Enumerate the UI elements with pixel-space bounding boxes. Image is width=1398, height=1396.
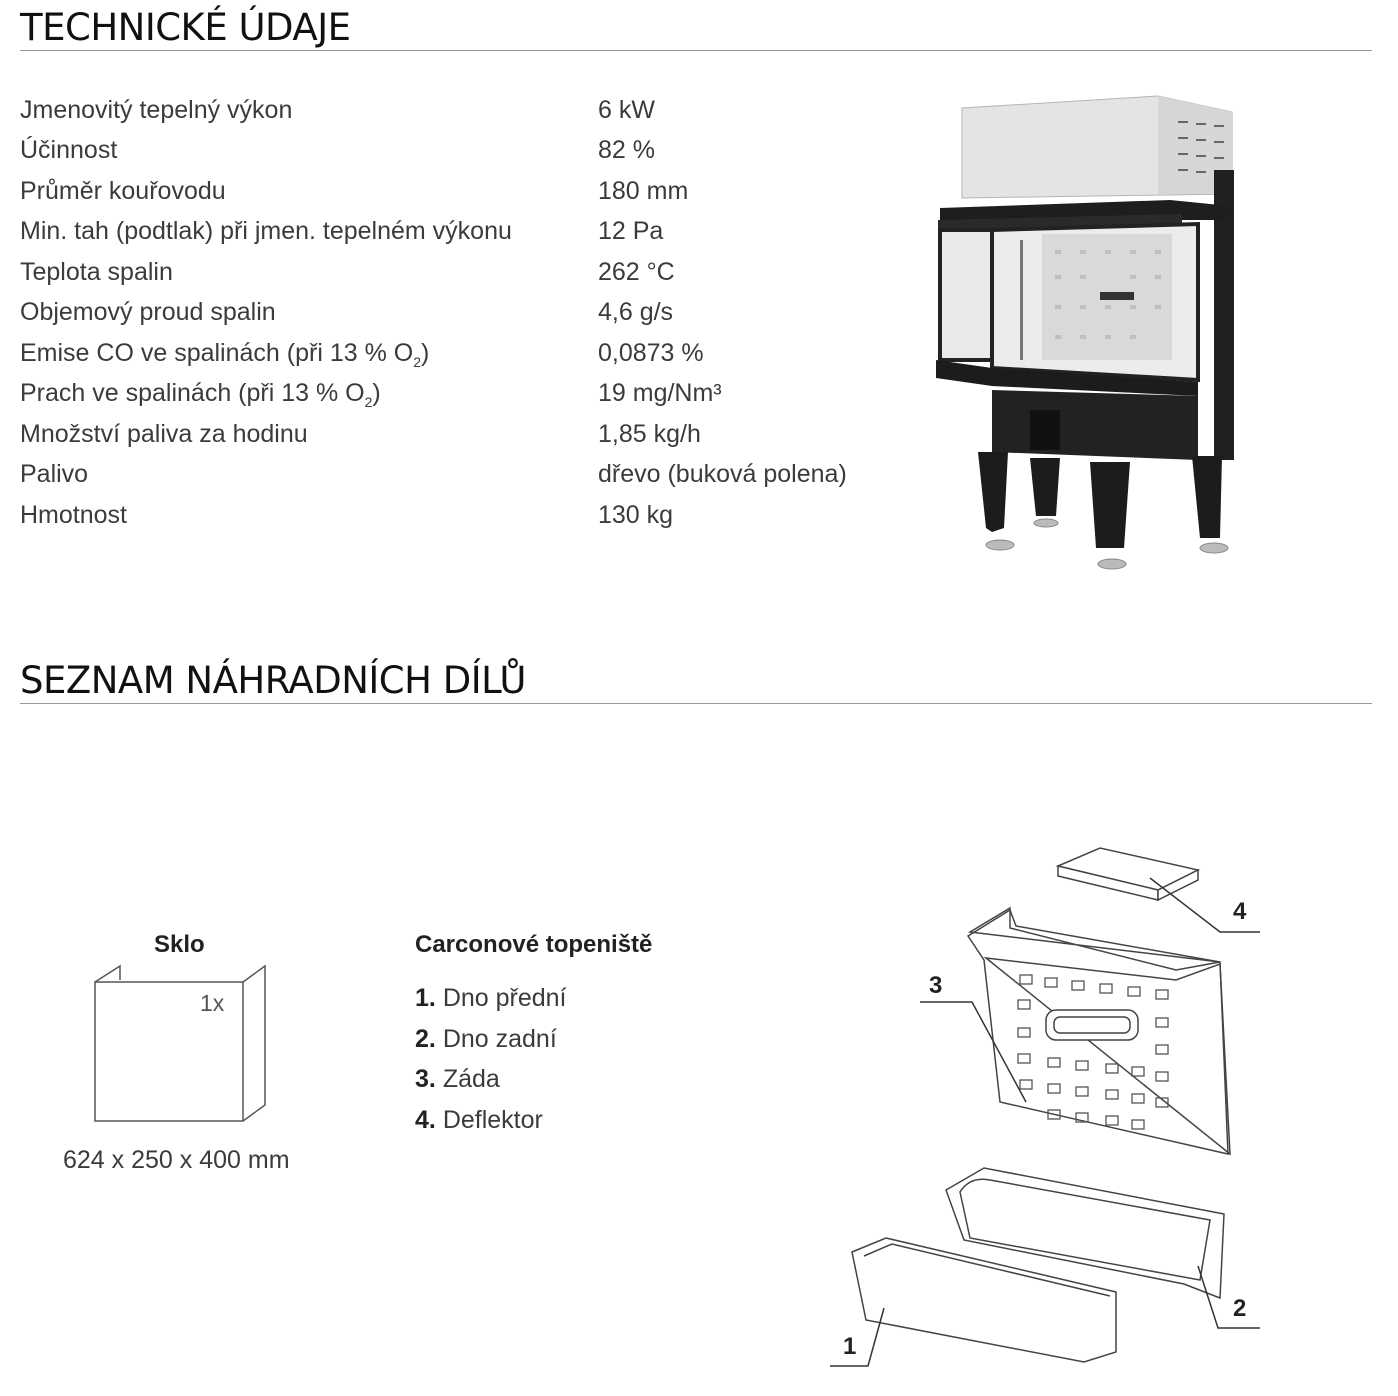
spec-row: [20, 339, 920, 379]
spec-value: 130 kg: [598, 501, 674, 529]
part-name: Dno přední: [442, 984, 567, 1012]
parts-section-title: SEZNAM NÁHRADNÍCH DÍLŮ: [20, 659, 526, 702]
spec-value: dřevo (buková polena): [598, 460, 847, 488]
spec-label: Teplota spalin: [20, 258, 173, 286]
spec-value: 12 Pa: [598, 217, 664, 245]
spec-label: Hmotnost: [20, 501, 127, 529]
part-name: Dno zadní: [442, 1025, 557, 1053]
parts-title-rule: [20, 703, 1372, 704]
spec-label: Množství paliva za hodinu: [20, 420, 308, 448]
spec-label-subscript: 2: [364, 394, 373, 410]
part-name: Deflektor: [442, 1106, 543, 1134]
fireplace-product-image: [930, 90, 1250, 580]
spec-label: [20, 379, 381, 410]
spec-row: [20, 177, 920, 217]
part-number: 2.: [415, 1025, 436, 1053]
glass-part-title: Sklo: [154, 931, 205, 958]
firebox-part-item: [415, 1065, 500, 1094]
spec-label: Objemový proud spalin: [20, 298, 276, 326]
spec-value: 180 mm: [598, 177, 689, 205]
spec-label-end: ): [372, 379, 381, 407]
firebox-part-item: [415, 984, 567, 1013]
callout-label-3: 3: [929, 972, 943, 999]
spec-row: [20, 217, 920, 257]
spec-row: [20, 420, 920, 460]
part-number: 3.: [415, 1065, 436, 1093]
firebox-parts-title: Carconové topeniště: [415, 931, 653, 958]
spec-label: Min. tah (podtlak) při jmen. tepelném výkonu: [20, 217, 512, 245]
spec-value: 82 %: [598, 136, 655, 164]
spec-label: [20, 339, 429, 370]
spec-value: 4,6 g/s: [598, 298, 674, 326]
spec-label-end: ): [421, 339, 430, 367]
spec-value: 262 °C: [598, 258, 675, 286]
spec-value: 0,0873 %: [598, 339, 704, 367]
spec-label: Palivo: [20, 460, 89, 488]
spec-label-text: Prach ve spalinách (při 13 % O: [20, 379, 365, 407]
part-name: Záda: [442, 1065, 500, 1093]
spec-label: Jmenovitý tepelný výkon: [20, 96, 293, 124]
spec-row: [20, 298, 920, 338]
part-number: 4.: [415, 1106, 436, 1134]
glass-part-quantity: 1x: [200, 990, 225, 1016]
glass-part-dimensions: 624 x 250 x 400 mm: [63, 1146, 290, 1174]
glass-part-drawing: [92, 962, 270, 1126]
spec-value: 6 kW: [598, 96, 655, 124]
firebox-part-item: [415, 1106, 543, 1135]
spec-row: [20, 96, 920, 136]
spec-label-text: Emise CO ve spalinách (při 13 % O: [20, 339, 414, 367]
tech-title-rule: [20, 50, 1372, 51]
spec-label-subscript: 2: [413, 354, 421, 370]
spec-row: [20, 136, 920, 176]
firebox-part-item: [415, 1025, 557, 1054]
spec-label: Průměr kouřovodu: [20, 177, 226, 205]
spec-value: 1,85 kg/h: [598, 420, 701, 448]
spec-row: [20, 501, 920, 541]
tech-section-title: TECHNICKÉ ÚDAJE: [20, 6, 351, 49]
spec-value: 19 mg/Nm³: [598, 379, 722, 407]
part-number: 1.: [415, 984, 436, 1012]
spec-label: Účinnost: [20, 136, 118, 164]
callout-label-1: 1: [843, 1333, 857, 1360]
callout-label-4: 4: [1233, 898, 1247, 925]
firebox-exploded-drawing: [820, 840, 1280, 1380]
spec-row: [20, 258, 920, 298]
spec-row: [20, 379, 920, 419]
callout-label-2: 2: [1233, 1295, 1247, 1322]
spec-row: [20, 460, 920, 500]
